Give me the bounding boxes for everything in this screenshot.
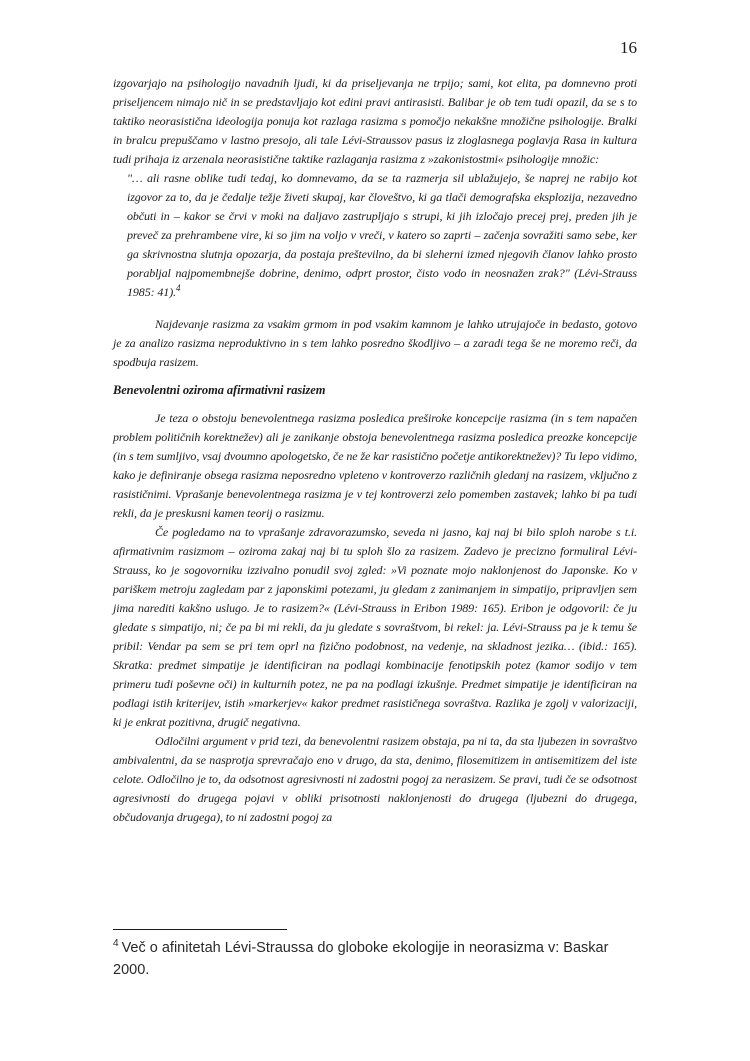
paragraph-continuation: izgovarjajo na psihologijo navadnih ljudi, ki da priseljevanja ne trpijo; sami, kot elita, pa domnevno proti priseljencem nimajo nič in se predstavljajo kot edini pravi antirasisti. Balibar je ob tem tudi opazil, da se s to taktiko neorasistična ideologija ponuja kot razlaga rasizma s pomočjo nekakšne množične psihologije. Bralki in bralcu prepuščamo v lastno presojo, ali tale Lévi-Straussov pasus iz zloglasnega poglavja Rasa in kultura tudi prihaja iz arzenala neorasistične taktike razlaganja rasizma z »zakonistostmi« psihologije množic: <box>113 76 637 166</box>
page-content <box>113 74 637 827</box>
footnote-marker: 4 <box>113 938 119 950</box>
block-quote <box>127 169 637 302</box>
footnote-separator <box>113 929 287 930</box>
paragraph: Odločilni argument v prid tezi, da benevolentni rasizem obstaja, pa ni ta, da sta ljubezen in sovraštvo ambivalentni, da se nasprotja sprevračajo eno v drugo, da sta, denimo, filosemitizem in antisemitizem del iste celote. Odločilno je to, da odsotnost agresivnosti ni zadostni pogoj za nerasizem. Se pravi, tudi če se odsotnost agresivnosti do drugega pojavi v obliki prisotnosti naklonjenosti do drugega (ljubezni do drugega, občudovanja drugega), to ni zadostni pogoj za <box>113 734 637 824</box>
footnote-area <box>113 929 637 981</box>
section-heading: Benevolentni oziroma afirmativni rasizem <box>113 383 326 397</box>
paragraph: Najdevanje rasizma za vsakim grmom in pod vsakim kamnom je lahko utrujajoče in bedasto, gotovo je za analizo rasizma neproduktivno in s tem lahko posredno škodljivo – a zaradi tega še ne moremo reči, da spodbuja rasizem. <box>113 317 637 369</box>
page-number: 16 <box>620 38 637 57</box>
block-quote-text: "… ali rasne oblike tudi tedaj, ko domnevamo, da se ta razmerja sil ublažujejo, še naprej ne rabijo kot izgovor za to, da je čedalje težje živeti skupaj, kar človeštvo, ki ga tlači demografska eksplozija, nezavedno občuti in – kakor se črvi v moki na daljavo zastrupljajo s strupi, ki jih izločajo precej prej, preden jih je preveč za prehrambene vire, ki so jim na voljo v vreči, v katero so zaprti – začenja sovražiti samo sebe, ker ga skrivnostna slutnja opozarja, da postaja preštevilno, da bi sleherni izmed njegovih članov lahko prosto porabljal najpomembnejše dobrine, denimo, odprt prostor, čisto vodo in neosnažen zrak?" (Lévi-Strauss 1985: 41). <box>127 171 637 299</box>
footnote <box>113 937 637 981</box>
footnote-reference: 4 <box>176 283 181 293</box>
paragraph: Če pogledamo na to vprašanje zdravorazumsko, seveda ni jasno, kaj naj bi bilo sploh narobe s t.i. afirmativnim rasizmom – oziroma zakaj naj bi tu sploh šlo za rasizem. Zadevo je precizno formuliral Lévi-Strauss, ko je sogovorniku izzivalno ponudil svoj zgled: »Vi poznate mojo naklonjenost do Japonske. Ko v pariškem metroju zagledam par z japonskimi potezami, ju gledam z zanimanjem in simpatijo, pripravljen sem jima narediti kakšno uslugo. Je to rasizem?« (Lévi-Strauss in Eribon 1989: 165). Eribon je odgovoril: če ju gledate s simpatijo, ni; če pa bi mi rekli, da ju gledate s sovraštvom, bi rekel: ja. Lévi-Strauss pa je k temu še pribil: Vendar pa sem se pri tem oprl na fizično podobnost, na vedenje, na skladnost jezika… (ibid.: 165). Skratka: predmet simpatije je identificiran na podlagi kombinacije fenotipskih potez (kamor sodijo v tem primeru tudi poševne oči) in kulturnih potez, ne pa na podlagi izkušnje. Predmet simpatije je identificiran na podlagi istih kriterijev, istih »markerjev« kakor predmet rasističnega sovraštva. Razlika je zgolj v valorizaciji, ki je enkrat pozitivna, drugič negativna. <box>113 525 637 729</box>
footnote-text: Več o afinitetah Lévi-Straussa do globoke ekologije in neorasizma v: Baskar 2000. <box>113 940 609 978</box>
paragraph: Je teza o obstoju benevolentnega rasizma posledica preširoke koncepcije rasizma (in s tem napačen problem političnih korektnežev) ali je zanikanje obstoja benevolentnega rasizma posledica preozke koncepcije (in s tem sumljivo, vsaj dvoumno apologetsko, če ne že kar rasistično početje antikorektnežev)? Tu lepo vidimo, kako je definiranje obsega rasizma neposredno vpleteno v kontroverzo različnih gledanj na rasizem, vključno z rasističnimi. Vprašanje benevolentnega rasizma je v tej kontroverzi zelo pomemben zastavek; lahko bi pa tudi rekli, da je preskusni kamen teorij o rasizmu. <box>113 411 637 520</box>
